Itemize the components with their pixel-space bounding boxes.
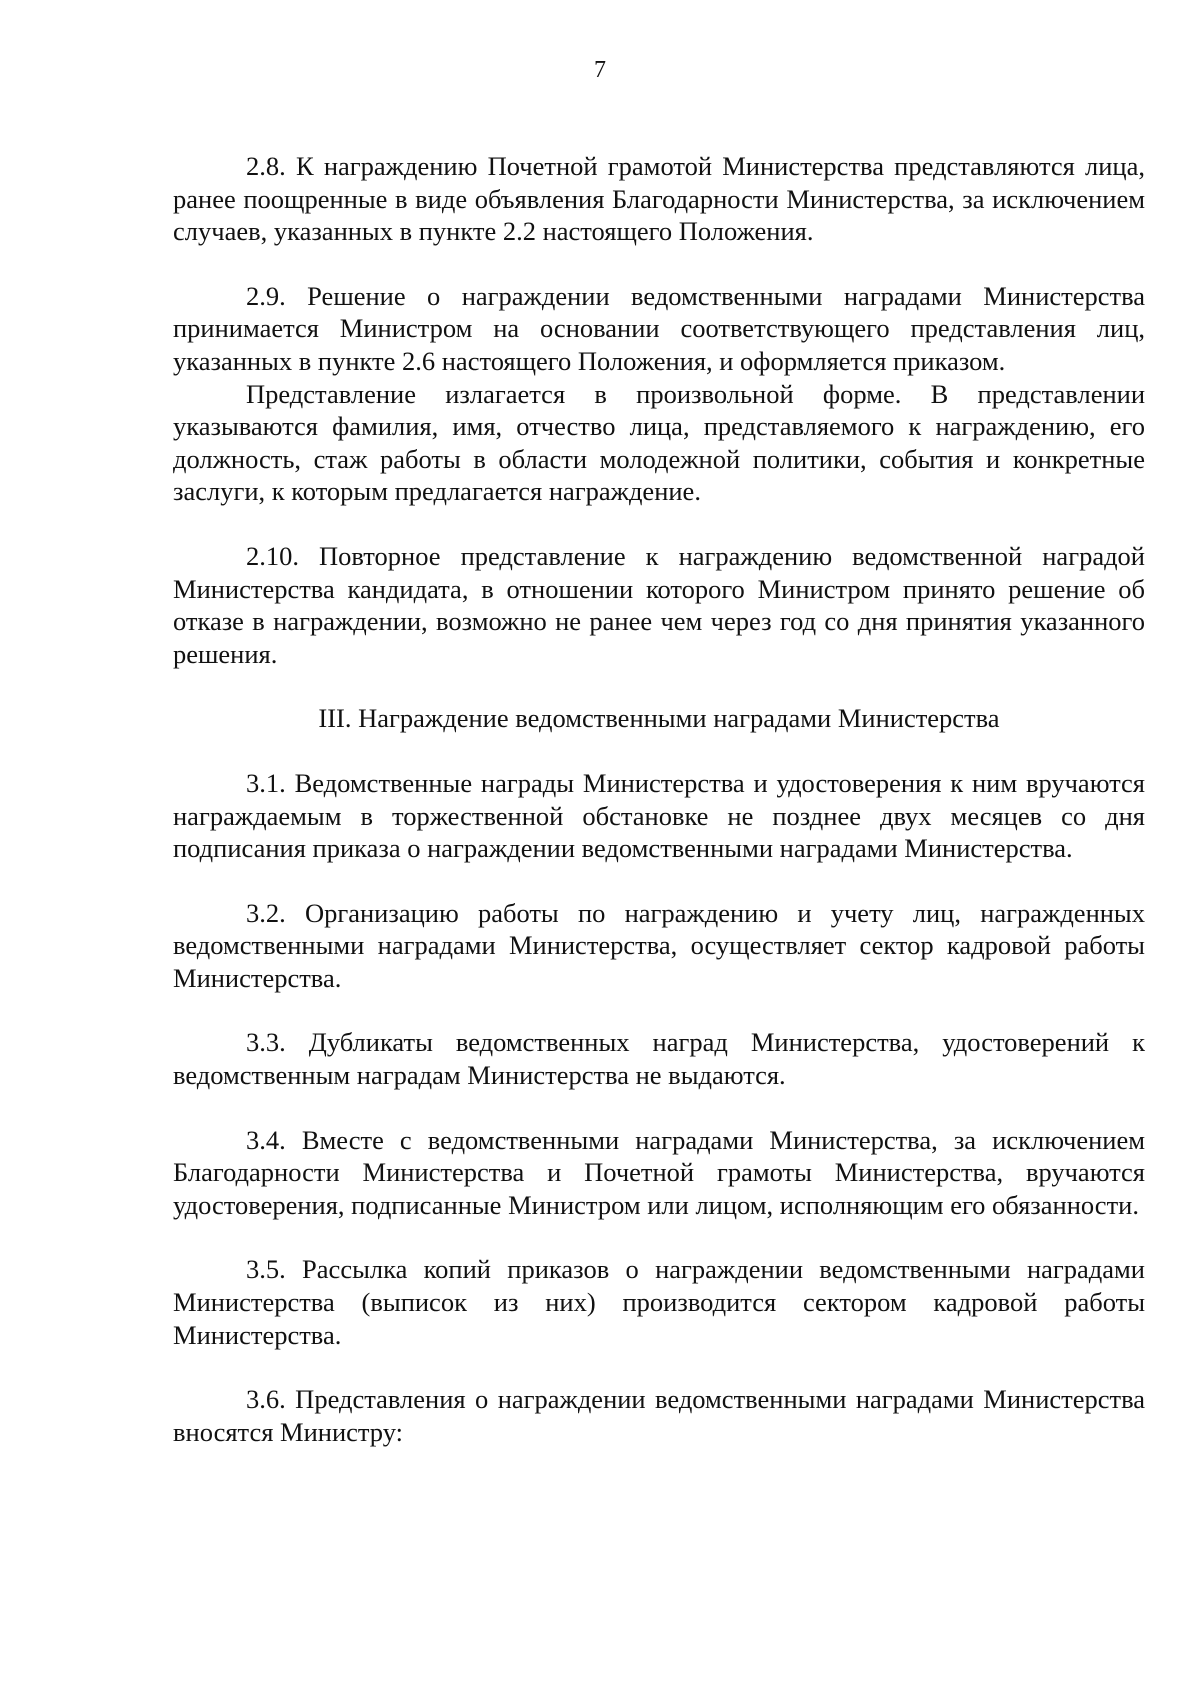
document-body <box>173 150 1145 1448</box>
page-number: 7 <box>594 57 606 83</box>
paragraph-3-6: 3.6. Представления о награждении ведомственными наградами Министерства вносятся Министру: <box>173 1384 1145 1447</box>
paragraph-3-5: 3.5. Рассылка копий приказов о награждении ведомственными наградами Министерства (выписок из них) производится сектором кадровой работы Министерства. <box>173 1254 1145 1350</box>
paragraph-2-8: 2.8. К награждению Почетной грамотой Министерства представляются лица, ранее поощренные в виде объявления Благодарности Министерства, за исключением случаев, указанных в пункте 2.2 настоящего Положения. <box>173 151 1145 247</box>
paragraph-2-9-continuation: Представление излагается в произвольной форме. В представлении указываются фамилия, имя, отчество лица, представляемого к награждению, его должность, стаж работы в области молодежной политики, события и конкретные заслуги, к которым предлагается награждение. <box>173 378 1145 507</box>
paragraph-2-9: 2.9. Решение о награждении ведомственными наградами Министерства принимается Министром на основании соответствующего представления лиц, указанных в пункте 2.6 настоящего Положения, и оформляется приказом. <box>173 280 1145 376</box>
section-3-heading: III. Награждение ведомственными наградами Министерства <box>318 703 1000 734</box>
paragraph-3-3: 3.3. Дубликаты ведомственных наград Министерства, удостоверений к ведомственным наградам Министерства не выдаются. <box>173 1027 1145 1091</box>
paragraph-3-4: 3.4. Вместе с ведомственными наградами Министерства, за исключением Благодарности Министерства и Почетной грамоты Министерства, вручаются удостоверения, подписанные Министром или лицом, исполняющим его обязанности. <box>173 1124 1145 1220</box>
paragraph-3-1: 3.1. Ведомственные награды Министерства и удостоверения к ним вручаются награждаемым в торжественной обстановке не позднее двух месяцев со дня подписания приказа о награждении ведомственными наградами Министерства. <box>173 767 1145 864</box>
paragraph-2-10: 2.10. Повторное представление к награждению ведомственной наградой Министерства кандидата, в отношении которого Министром принято решение об отказе в награждении, возможно не ранее чем через год со дня принятия указанного решения. <box>173 540 1145 669</box>
paragraph-3-2: 3.2. Организацию работы по награждению и учету лиц, награжденных ведомственными наградами Министерства, осуществляет сектор кадровой работы Министерства. <box>173 897 1145 993</box>
